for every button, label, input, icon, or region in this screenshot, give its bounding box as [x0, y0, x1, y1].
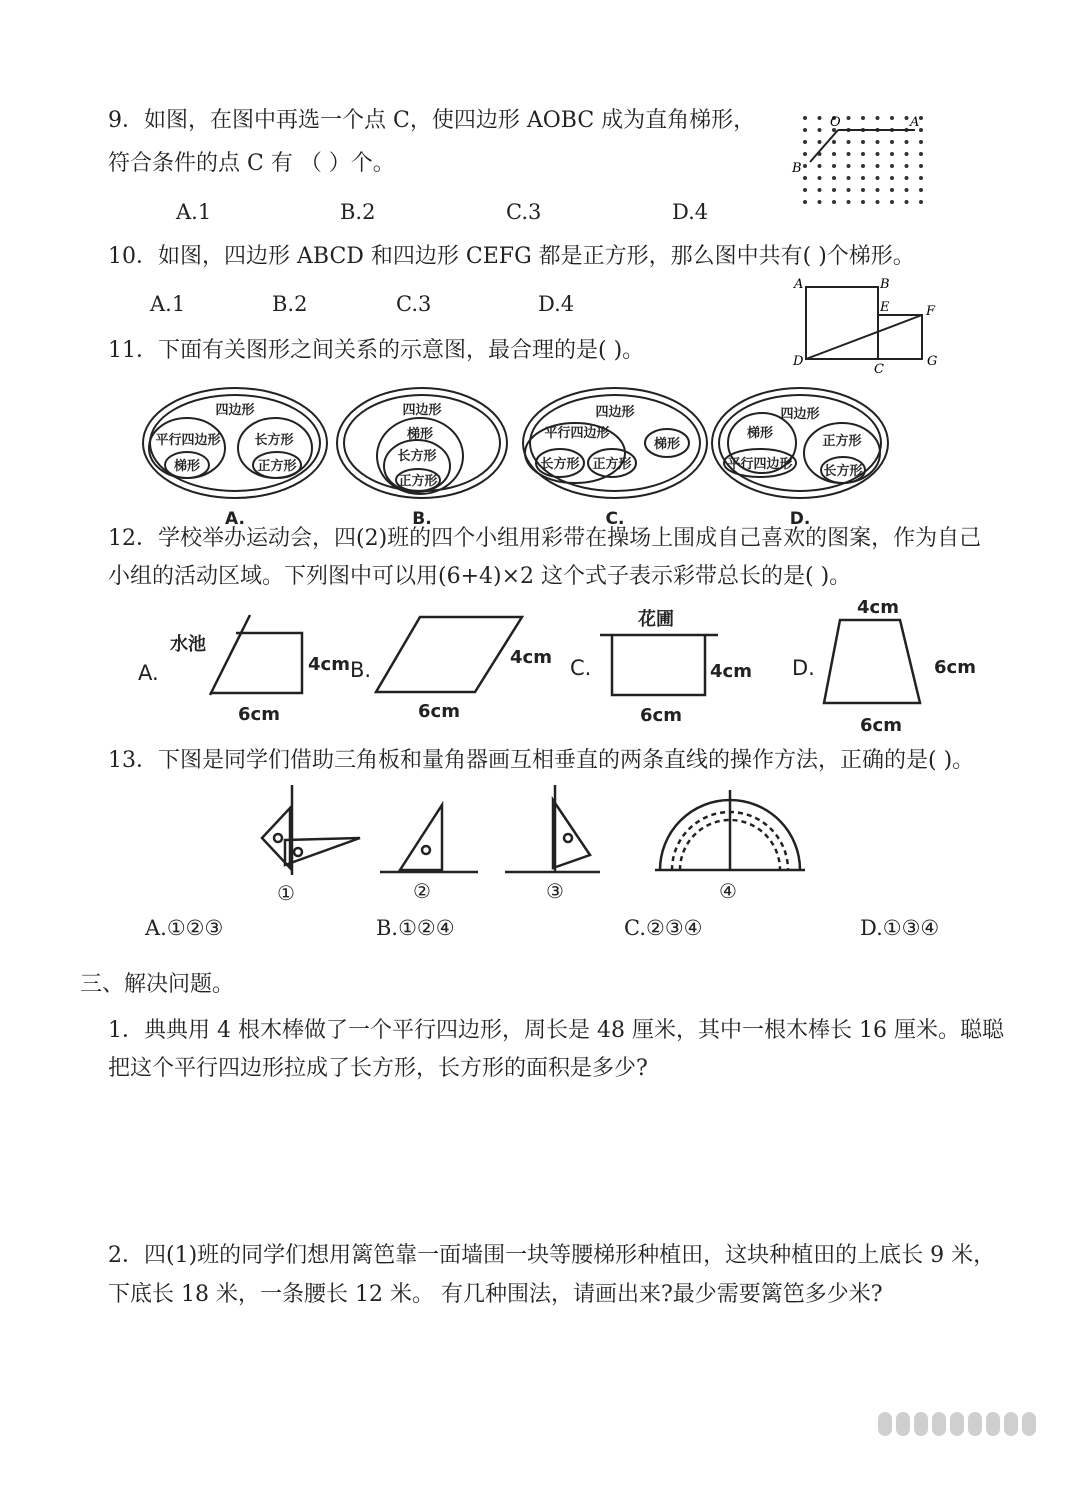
- section3-p2-line1: 2．四(1)班的同学们想用篱笆靠一面墙围一块等腰梯形种植田，这块种植田的上底长 9 米，: [108, 1243, 996, 1268]
- watermark-bars: [878, 1410, 1038, 1440]
- q12-figures: [130, 595, 990, 740]
- grid-dot: [861, 200, 865, 204]
- q12-a-h: 4cm: [308, 654, 350, 675]
- q10-label-e: E: [880, 300, 890, 315]
- section3-p1-line2: 把这个平行四边形拉成了长方形，长方形的面积是多少?: [108, 1056, 648, 1081]
- grid-dot: [861, 116, 865, 120]
- grid-dot: [803, 116, 807, 120]
- q11-d-right-inner: 长方形: [823, 464, 863, 479]
- grid-dot: [890, 176, 894, 180]
- q9-line1: 9．如图，在图中再选一个点 C，使四边形 AOBC 成为直角梯形，: [108, 108, 756, 133]
- grid-dot: [876, 176, 880, 180]
- grid-dot: [803, 140, 807, 144]
- q10-label-b: B: [880, 277, 890, 292]
- grid-dot: [847, 188, 851, 192]
- grid-dot: [832, 140, 836, 144]
- q11-c-mid: 平行四边形: [544, 426, 610, 441]
- grid-dot: [890, 188, 894, 192]
- q11-letter-c: C.: [605, 509, 625, 529]
- q9-option-c: C.3: [506, 200, 542, 224]
- grid-dot: [919, 140, 923, 144]
- q12-letter-a: A.: [138, 661, 159, 685]
- q12-letter-c: C.: [570, 656, 592, 680]
- q13-fig-3: ③: [546, 879, 564, 903]
- grid-dot: [905, 152, 909, 156]
- grid-dot: [803, 128, 807, 132]
- q10-option-a: A.1: [150, 292, 186, 316]
- q11-a-left: 平行四边形: [155, 433, 221, 448]
- grid-dot: [890, 164, 894, 168]
- grid-dot: [818, 128, 822, 132]
- q12-d-top: 4cm: [857, 597, 899, 618]
- q11-venn-diagrams: [140, 388, 900, 528]
- grid-dot: [905, 188, 909, 192]
- q11-a-left-inner: 梯形: [173, 459, 201, 474]
- grid-dot: [803, 188, 807, 192]
- grid-dot: [905, 116, 909, 120]
- grid-dot: [905, 176, 909, 180]
- q13-fig-2: ②: [413, 879, 431, 903]
- grid-dot: [890, 200, 894, 204]
- q12-c-w: 6cm: [640, 705, 682, 726]
- grid-dot: [876, 140, 880, 144]
- q11-letter-d: D.: [789, 509, 811, 529]
- grid-dot: [861, 152, 865, 156]
- grid-dot: [847, 152, 851, 156]
- q13-option-c: C.②③④: [624, 916, 703, 940]
- grid-dot: [905, 140, 909, 144]
- grid-dot: [847, 200, 851, 204]
- grid-dot: [847, 116, 851, 120]
- q11-d-outer: 四边形: [780, 407, 820, 422]
- q10-label-d: D: [793, 354, 804, 369]
- q9-label-b: B: [792, 161, 802, 176]
- q12-letter-b: B.: [350, 658, 372, 682]
- grid-dot: [803, 176, 807, 180]
- q12-c-top: 花圃: [638, 609, 674, 630]
- q11-d-left: 梯形: [746, 426, 774, 441]
- grid-dot: [818, 176, 822, 180]
- q12-line1: 12．学校举办运动会，四(2)班的四个小组用彩带在操场上围成自己喜欢的图案，作为自己: [108, 526, 982, 551]
- grid-dot: [832, 188, 836, 192]
- q11-c-side: 梯形: [653, 437, 681, 452]
- q11-c-a: 长方形: [540, 457, 580, 472]
- grid-dot: [818, 188, 822, 192]
- grid-dot: [876, 116, 880, 120]
- q13-fig-1: ①: [277, 881, 295, 905]
- q11-a-right: 长方形: [254, 433, 294, 448]
- q9-line2: 符合条件的点 C 有 （ ）个。: [108, 151, 395, 176]
- grid-dot: [876, 164, 880, 168]
- grid-dot: [890, 152, 894, 156]
- q12-a-pool: 水池: [170, 634, 206, 655]
- q11-a-right-inner: 正方形: [257, 459, 297, 474]
- section3-p2-line2: 下底长 18 米，一条腰长 12 米。 有几种围法，请画出来?最少需要篱笆多少米?: [108, 1282, 883, 1307]
- grid-dot: [832, 176, 836, 180]
- q13-option-a: A.①②③: [145, 916, 224, 940]
- q10-option-c: C.3: [396, 292, 432, 316]
- grid-dot: [832, 200, 836, 204]
- grid-dot: [919, 152, 923, 156]
- q11-a-outer: 四边形: [215, 403, 255, 418]
- section3-p1-line1: 1．典典用 4 根木棒做了一个平行四边形，周长是 48 厘米，其中一根木棒长 16 厘米。聪聪: [108, 1018, 1004, 1043]
- grid-dot: [890, 116, 894, 120]
- q9-option-b: B.2: [340, 200, 376, 224]
- q12-d-side: 6cm: [934, 657, 976, 678]
- q11-d-right: 正方形: [822, 434, 862, 449]
- q9-option-a: A.1: [176, 200, 212, 224]
- grid-dot: [818, 116, 822, 120]
- grid-dot: [861, 140, 865, 144]
- grid-dot: [861, 176, 865, 180]
- grid-dot: [803, 164, 807, 168]
- q9-label-a: A: [910, 115, 920, 130]
- grid-dot: [919, 176, 923, 180]
- grid-dot: [876, 200, 880, 204]
- q11-c-outer: 四边形: [595, 405, 635, 420]
- q10-label-f: F: [926, 304, 936, 319]
- grid-dot: [919, 116, 923, 120]
- q13-fig-4: ④: [719, 879, 737, 903]
- grid-dot: [861, 164, 865, 168]
- q13-figures: [250, 780, 850, 910]
- section3-title: 三、解决问题。: [80, 972, 235, 997]
- q11-letter-a: A.: [225, 509, 245, 529]
- q9-option-d: D.4: [672, 200, 709, 224]
- grid-dot: [832, 164, 836, 168]
- grid-dot: [832, 152, 836, 156]
- grid-dot: [803, 200, 807, 204]
- grid-dot: [847, 140, 851, 144]
- q12-b-w: 6cm: [418, 701, 460, 722]
- q11-b-l3: 长方形: [397, 449, 437, 464]
- q11-b-l1: 四边形: [402, 403, 442, 418]
- q12-line2: 小组的活动区域。下列图中可以用(6+4)×2 这个式子表示彩带总长的是( )。: [108, 564, 852, 589]
- q11-line1: 11．下面有关图形之间关系的示意图，最合理的是( )。: [108, 338, 645, 363]
- q9-label-o: O: [830, 115, 841, 130]
- grid-dot: [818, 164, 822, 168]
- grid-dot: [861, 188, 865, 192]
- q9-dot-grid-figure: [790, 110, 940, 210]
- grid-dot: [905, 164, 909, 168]
- grid-dot: [890, 140, 894, 144]
- grid-dot: [919, 200, 923, 204]
- q12-b-h: 4cm: [510, 647, 552, 668]
- grid-dot: [876, 188, 880, 192]
- q11-b-l2: 梯形: [406, 427, 434, 442]
- q11-b-l4: 正方形: [398, 474, 438, 489]
- q10-squares-figure: [790, 275, 950, 375]
- grid-dot: [818, 140, 822, 144]
- grid-dot: [919, 128, 923, 132]
- q10-label-c: C: [874, 362, 884, 377]
- grid-dot: [876, 152, 880, 156]
- grid-dot: [847, 164, 851, 168]
- q12-c-h: 4cm: [710, 661, 752, 682]
- q13-option-d: D.①③④: [860, 916, 940, 940]
- q13-option-b: B.①②④: [376, 916, 455, 940]
- q10-label-g: G: [927, 354, 938, 369]
- q12-a-w: 6cm: [238, 704, 280, 725]
- q10-option-d: D.4: [538, 292, 575, 316]
- grid-dot: [803, 152, 807, 156]
- q10-option-b: B.2: [272, 292, 308, 316]
- q12-d-bottom: 6cm: [860, 715, 902, 736]
- grid-dot: [919, 164, 923, 168]
- grid-dot: [905, 200, 909, 204]
- grid-dot: [847, 176, 851, 180]
- grid-dot: [919, 188, 923, 192]
- q11-letter-b: B.: [412, 509, 432, 529]
- q13-line1: 13．下图是同学们借助三角板和量角器画互相垂直的两条直线的操作方法，正确的是( )。: [108, 748, 975, 773]
- q12-letter-d: D.: [792, 656, 815, 680]
- grid-dot: [818, 200, 822, 204]
- q10-line1: 10．如图，四边形 ABCD 和四边形 CEFG 都是正方形，那么图中共有( )个梯形。: [108, 244, 915, 269]
- q11-c-b: 正方形: [592, 457, 632, 472]
- q11-d-left2: 平行四边形: [727, 457, 793, 472]
- q10-label-a: A: [794, 277, 804, 292]
